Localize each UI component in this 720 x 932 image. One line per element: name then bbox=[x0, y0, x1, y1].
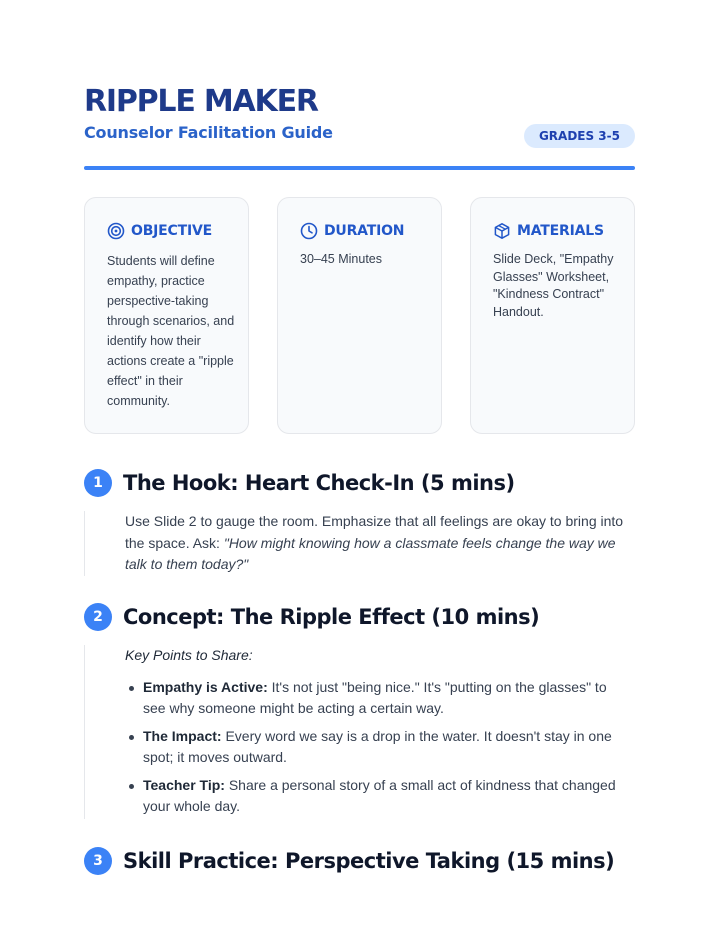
section-1-text: Use Slide 2 to gauge the room. Emphasize that all feelings are okay to bring into the space. Ask: bbox=[125, 513, 624, 551]
section-1-body bbox=[84, 511, 635, 576]
objective-text: Students will define empathy, practice perspective-taking through scenarios, and identify how their actions create a "ripple effect" in their community. bbox=[107, 254, 235, 408]
info-cards bbox=[84, 197, 635, 434]
header-divider bbox=[84, 166, 635, 170]
materials-title: MATERIALS bbox=[517, 223, 604, 239]
key-points-list bbox=[125, 677, 629, 818]
section-title: Skill Practice: Perspective Taking (15 mins) bbox=[123, 849, 615, 873]
target-icon bbox=[107, 222, 125, 240]
materials-card bbox=[470, 197, 635, 434]
grade-badge: GRADES 3-5 bbox=[524, 124, 635, 148]
section-number-badge: 2 bbox=[84, 603, 112, 631]
objective-title: OBJECTIVE bbox=[131, 223, 212, 239]
key-points-label: Key Points to Share: bbox=[125, 647, 253, 663]
section-number-badge: 3 bbox=[84, 847, 112, 875]
page-subtitle: Counselor Facilitation Guide bbox=[84, 123, 333, 142]
page-title: RIPPLE MAKER bbox=[84, 84, 318, 119]
section-2-body bbox=[84, 645, 635, 819]
section-number-badge: 1 bbox=[84, 469, 112, 497]
list-item: The Impact: Every word we say is a drop in the water. It doesn't stay in one spot; it moves outward. bbox=[125, 726, 629, 769]
list-item: Empathy is Active: It's not just "being nice." It's "putting on the glasses" to see why someone might be acting a certain way. bbox=[125, 677, 629, 720]
section-title: The Hook: Heart Check-In (5 mins) bbox=[123, 471, 515, 495]
duration-title: DURATION bbox=[324, 223, 405, 239]
objective-card bbox=[84, 197, 249, 434]
section-2-heading bbox=[84, 603, 539, 631]
section-1-heading bbox=[84, 469, 515, 497]
section-3-heading bbox=[84, 847, 614, 875]
materials-text: Slide Deck, "Empathy Glasses" Worksheet, "Kindness Contract" Handout. bbox=[493, 252, 614, 319]
clock-icon bbox=[300, 222, 318, 240]
box-icon bbox=[493, 222, 511, 240]
document-header bbox=[84, 82, 635, 144]
section-title: Concept: The Ripple Effect (10 mins) bbox=[123, 605, 540, 629]
section-1-quote: "How might knowing how a classmate feels change the way we talk to them today?" bbox=[125, 534, 616, 572]
list-item: Teacher Tip: Share a personal story of a small act of kindness that changed your whole day. bbox=[125, 775, 629, 818]
duration-text: 30–45 Minutes bbox=[300, 252, 383, 266]
duration-card bbox=[277, 197, 442, 434]
